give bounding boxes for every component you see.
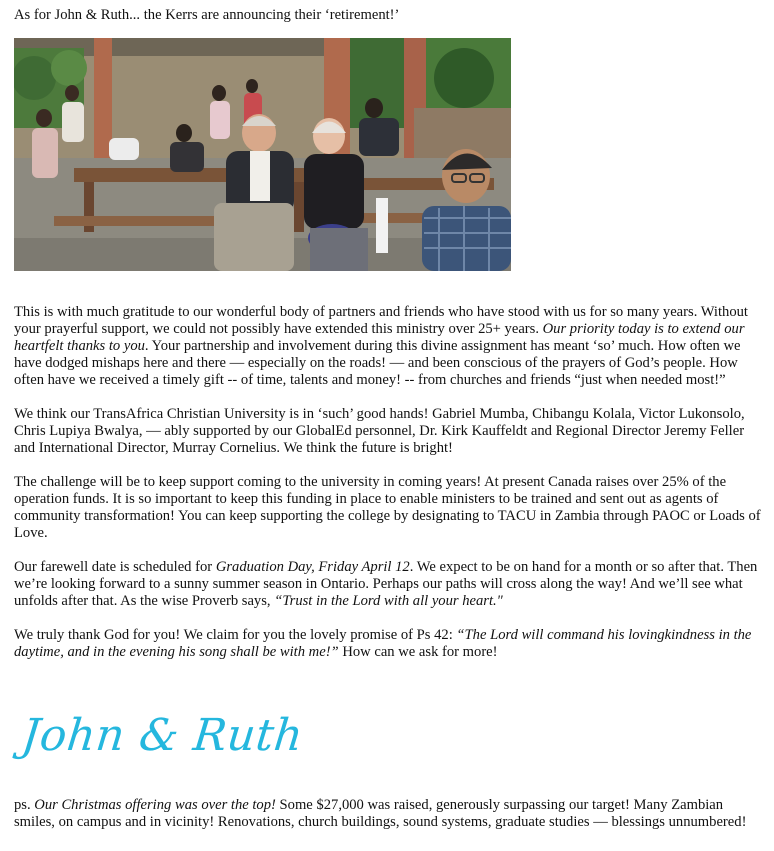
paragraph-challenge: The challenge will be to keep support coming to the university in coming years! At present Canada raises over 25% of the operation funds. It is so important to keep this funding in place to enable ministers to be trained and sent out as agents of community transformation! You can keep supporting the college by designating to TACU in Zambia through PAOC or Loads of Love. — [14, 474, 761, 541]
postscript-label: ps. — [14, 797, 35, 813]
paragraph-gratitude-emphasis: Our priority today is to extend our heartfelt thanks to you — [14, 321, 745, 354]
letter-body — [14, 304, 766, 678]
paragraph-thanks-text-1: We truly thank God for you! We claim for you the lovely promise of Ps 42: — [14, 627, 457, 643]
intro-line: As for John & Ruth... the Kerrs are announcing their ‘retirement!’ — [14, 7, 400, 23]
paragraph-thanks-text-2: How can we ask for more! — [338, 644, 498, 660]
signature: John & Ruth — [19, 710, 306, 761]
postscript-text: Some $27,000 was raised, generously surpassing our target! Many Zambian smiles, on campus and in vicinity! Renovations, church buildings, sound systems, graduate studies — blessings unnumbered! — [14, 797, 747, 830]
paragraph-gratitude — [14, 304, 766, 389]
paragraph-farewell-text-1: Our farewell date is scheduled for — [14, 559, 216, 575]
group-photo — [14, 38, 511, 271]
paragraph-gratitude-text-2: . Your partnership and involvement during this divine assignment has meant ‘so’ much. How often we have dodged mishaps here and there — especially on the roads! — and been conscious of the prayers of God’s people. How often have we received a timely gift -- of time, talents and money! -- from churches and friends “just when needed most!” — [14, 338, 741, 388]
psalm-quote: “The Lord will command his lovingkindness in the daytime, and in the evening his song shall be with me!” — [14, 627, 752, 660]
postscript — [14, 797, 766, 831]
newsletter-page — [14, 0, 766, 830]
proverb-quote: “Trust in the Lord with all your heart." — [274, 593, 503, 609]
graduation-day-emphasis: Graduation Day, Friday April 12 — [215, 559, 410, 575]
paragraph-farewell-text-2: . We expect to be on hand for a month or so after that. Then we’re looking forward to a sunny summer season in Ontario. Perhaps our paths will cross along the way! And we’ll see what unfolds after that. As the wise Proverb says, — [14, 559, 758, 609]
group-photo-illustration — [14, 38, 511, 271]
paragraph-farewell — [14, 559, 766, 610]
paragraph-gratitude-text-1: This is with much gratitude to our wonderful body of partners and friends who have stood with us for so many years. Without your prayerful support, we could not possibly have extended this ministry over 25+ years. — [14, 304, 748, 337]
paragraph-university: We think our TransAfrica Christian University is in ‘such’ good hands! Gabriel Mumba, Chibangu Kolala, Victor Lukonsolo, Chris Lupiya Bwalya, — ably supported by our GlobalEd personnel, Dr. Kirk Kauffeldt and Regional Director Jeremy Feller and International Director, Murray Cornelius. We think the future is bright! — [14, 406, 745, 456]
postscript-emphasis: Our Christmas offering was over the top! — [34, 797, 276, 813]
paragraph-thanks — [14, 627, 766, 661]
